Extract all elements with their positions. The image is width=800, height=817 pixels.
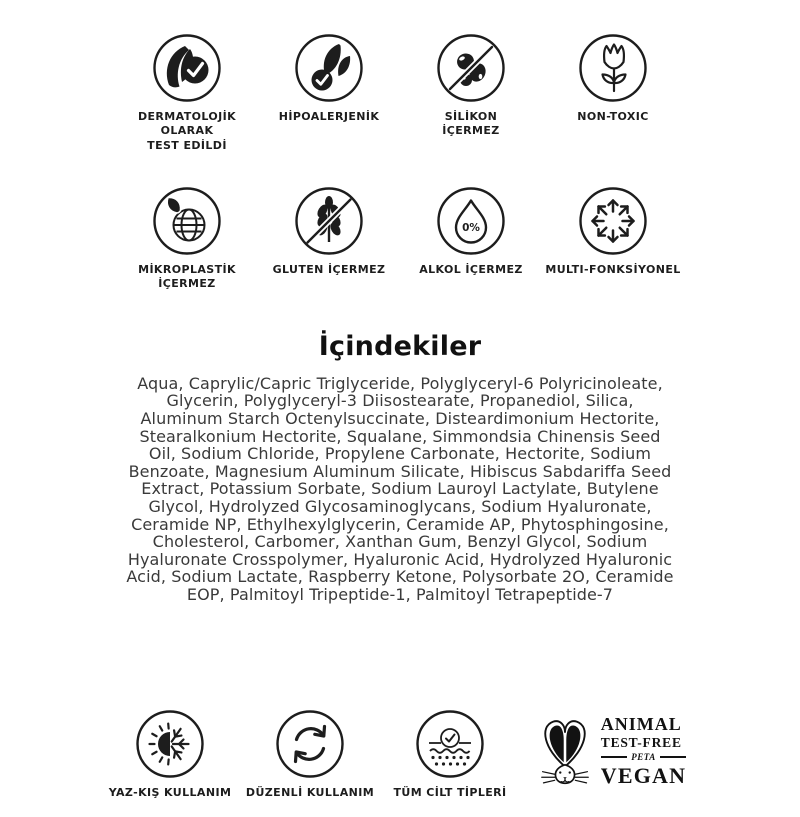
skin-check-icon	[415, 709, 485, 779]
badge-dermatologically-tested	[116, 33, 258, 153]
badge-label-line: YAZ-KIŞ KULLANIM	[108, 785, 232, 799]
badge-multi-functional	[542, 186, 684, 294]
peta-bunny-icon	[534, 713, 596, 789]
peta-text-block	[601, 715, 686, 787]
wheat-slash-icon	[294, 186, 364, 256]
badge-label-line: MİKROPLASTİK	[138, 262, 236, 276]
badge-microplastic-free	[116, 186, 258, 294]
zero-percent-value: 0%	[462, 221, 480, 234]
globe-leaf-icon	[152, 186, 222, 256]
peta-brand-text: PETA	[631, 751, 656, 762]
badge-label-line: GLUTEN İÇERMEZ	[272, 262, 386, 276]
badge-all-skin-types	[380, 709, 520, 817]
badge-label	[109, 786, 232, 817]
droplet-icon	[436, 186, 506, 256]
arrows-out-icon	[578, 186, 648, 256]
tulip-icon	[578, 33, 648, 103]
badge-summer-winter-use	[100, 709, 240, 817]
badge-label-line: ALKOL İÇERMEZ	[419, 262, 523, 276]
peta-testfree-text: TEST-FREE	[600, 735, 682, 751]
badge-label	[393, 786, 506, 817]
badge-label-line: DÜZENLİ KULLANIM	[245, 785, 375, 799]
badge-label	[442, 110, 499, 141]
badge-label-line: TEST EDİLDİ	[147, 138, 227, 152]
badge-regular-use	[240, 709, 380, 817]
badge-alcohol-free	[400, 186, 542, 294]
ingredients-list: Aqua, Caprylic/Capric Triglyceride, Polyglyceryl-6 Polyricinoleate, Glycerin, Polyglyceryl-3 Diisostearate, Propanediol, Silica, Aluminum Starch Octenylsuccinate, Disteardimonium Hectorite, Stearalkonium Hectorite, Squalane, Simmondsia Chinensis Seed Oil, Sodium Chloride, Propylene Carbonate, Hectorite, Sodium Benzoate, Magnesium Aluminum Silicate, Hibiscus Sabdariffa Seed Extract, Potassium Sorbate, Sodium Lauroyl Lactylate, Butylene Glycol, Hydrolyzed Glycosaminoglycans, Sodium Hyaluronate, Ceramide NP, Ethylhexylglycerin, Ceramide AP, Phytosphingosine, Cholesterol, Carbomer, Xanthan Gum, Benzyl Glycol, Sodium Hyaluronate Crosspolymer, Hyaluronic Acid, Hydrolyzed Hyaluronic Acid, Sodium Lactate, Raspberry Ketone, Polysorbate 2O, Ceramide EOP, Palmitoyl Tripeptide-1, Palmitoyl Tetrapeptide-7	[126, 373, 674, 605]
sun-snowflake-icon	[135, 709, 205, 779]
ingredients-title: İçindekiler	[318, 330, 482, 362]
badge-label-line: TÜM CİLT TİPLERİ	[393, 785, 507, 799]
badge-label	[577, 110, 648, 141]
badge-label	[273, 263, 386, 294]
badge-label	[138, 263, 236, 294]
badge-label	[419, 263, 523, 294]
badge-silicone-free	[400, 33, 542, 141]
peta-vegan-logo	[520, 709, 700, 789]
leaves-check-icon	[294, 33, 364, 103]
badge-label-line: MULTI-FONKSİYONEL	[545, 262, 681, 276]
badge-label	[545, 263, 680, 294]
badge-row-bottom	[0, 709, 800, 817]
badge-gluten-free	[258, 186, 400, 294]
badge-row-middle	[0, 186, 800, 294]
badge-label-line: DERMATOLOJİK OLARAK	[137, 110, 237, 138]
badge-label	[116, 110, 258, 153]
refresh-arrows-icon	[275, 709, 345, 779]
badge-label-line: İÇERMEZ	[158, 277, 216, 291]
badge-label-line: HİPOALERJENİK	[278, 110, 380, 123]
peta-vegan-text: VEGAN	[600, 762, 687, 788]
leaf-check-icon	[152, 33, 222, 103]
badge-non-toxic	[542, 33, 684, 141]
badge-label-line: SİLİKON	[444, 110, 498, 123]
badge-label	[246, 786, 374, 817]
badge-label-line: NON-TOXIC	[577, 110, 649, 123]
badge-label	[279, 110, 380, 141]
peta-animal-text: ANIMAL	[600, 714, 682, 735]
badge-hypoallergenic	[258, 33, 400, 141]
silicone-slash-icon	[436, 33, 506, 103]
badge-label-line: İÇERMEZ	[442, 124, 500, 138]
badge-row-top	[0, 0, 800, 153]
peta-divider	[601, 753, 686, 762]
